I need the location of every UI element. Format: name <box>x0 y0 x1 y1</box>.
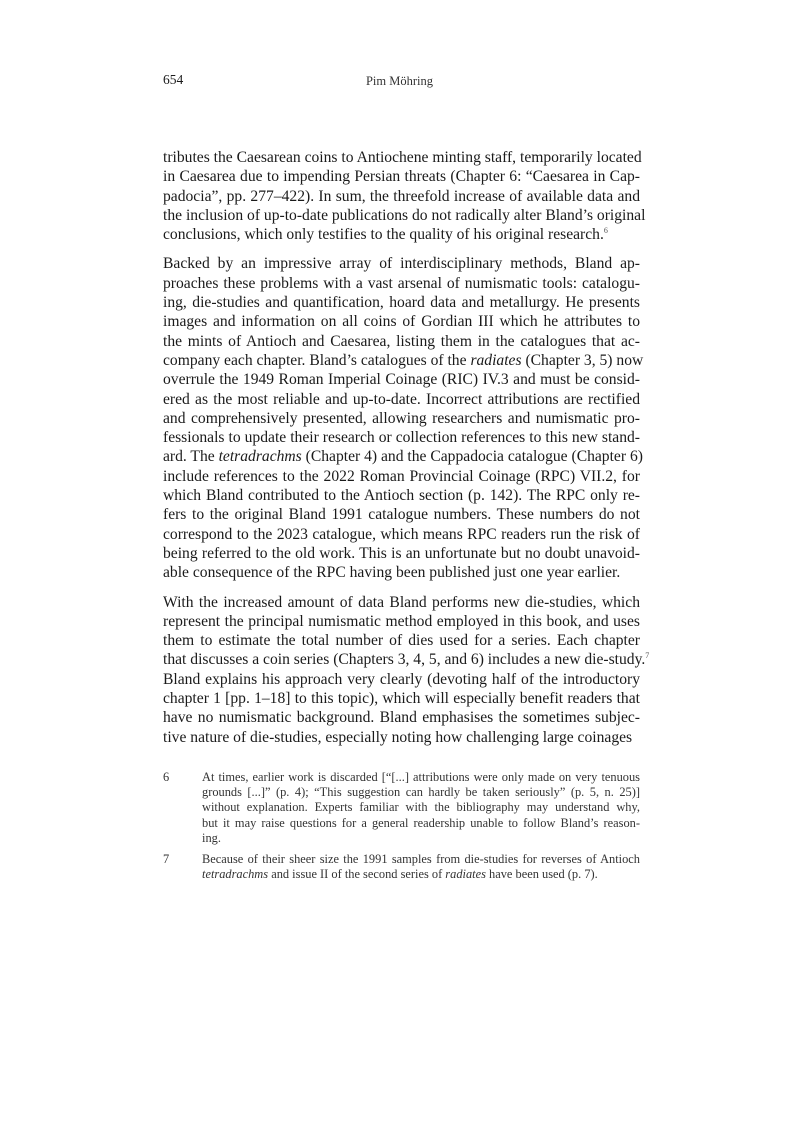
text-line: able consequence of the RPC having been published just one year earlier. <box>163 564 621 582</box>
text-line: represent the principal numismatic method employed in this book, and uses <box>163 612 640 630</box>
text-line: in Caesarea due to impending Persian threats (Chapter 6: “Caesarea in Cap- <box>163 168 640 186</box>
text-line: With the increased amount of data Bland performs new die-studies, which <box>163 593 640 611</box>
text-segment: ard. The <box>163 448 219 466</box>
body-text <box>163 148 650 757</box>
text-line: the inclusion of up-to-date publications do not radically alter Bland’s original <box>163 206 646 224</box>
text-line: fessionals to update their research or collection references to this new stand- <box>163 429 640 447</box>
text-line <box>163 650 650 669</box>
text-line: Because of their sheer size the 1991 samples from die-studies for reverses of Antioch <box>202 852 640 866</box>
text-line <box>163 447 643 466</box>
footnote-7 <box>163 852 640 882</box>
text-line <box>163 225 640 244</box>
text-line: images and information on all coins of Gordian III which he attributes to <box>163 313 640 331</box>
text-line: ered as the most reliable and up-to-date. Incorrect attributions are rectified <box>163 390 640 408</box>
text-line: At times, earlier work is discarded [“[...] attributions were only made on very tenuous <box>202 770 640 784</box>
text-line: have no numismatic background. Bland emphasises the sometimes subjec- <box>163 709 640 727</box>
text-line: padocia”, pp. 277–422). In sum, the threefold increase of available data and <box>163 187 640 205</box>
footnote-reference[interactable]: 6 <box>603 226 608 236</box>
text-line: Backed by an impressive array of interdisciplinary methods, Bland ap- <box>163 255 640 273</box>
text-line: grounds [...]” (p. 4); “This suggestion can hardly be taken seriously” (p. 5, n. 25)] <box>202 785 640 800</box>
text-segment: (Chapter 4) and the Cappadocia catalogue (Chapter 6) <box>301 448 643 466</box>
page-number: 654 <box>163 72 184 87</box>
text-segment: company each chapter. Bland’s catalogues of the <box>163 351 471 369</box>
text-line: tive nature of die-studies, especially noting how challenging large coinages <box>163 728 633 746</box>
footnote-number: 7 <box>163 852 170 866</box>
footnote-6 <box>163 770 640 846</box>
text-segment: conclusions, which only testifies to the quality of his original research. <box>163 226 604 244</box>
text-line: which Bland contributed to the Antioch section (p. 142). The RPC only re- <box>163 487 640 505</box>
text-segment: and issue II of the second series of <box>268 867 446 882</box>
text-line: ing, die-studies and quantification, hoard data and metallurgy. He presents <box>163 294 640 312</box>
italic-term: radiates <box>445 867 486 882</box>
text-line: Bland explains his approach very clearly (devoting half of the introductory <box>163 670 640 688</box>
running-header: Pim Möhring <box>365 74 434 88</box>
text-segment: have been used (p. 7). <box>485 867 598 882</box>
italic-term: radiates <box>470 351 522 369</box>
text-line: but it may raise questions for a general readership unable to follow Bland’s reason- <box>202 815 640 830</box>
paragraph <box>163 254 644 582</box>
text-segment: (Chapter 3, 5) now <box>521 351 644 369</box>
footnote-text <box>202 770 640 846</box>
text-line <box>202 867 640 882</box>
italic-term: tetradrachms <box>202 867 269 882</box>
text-line: without explanation. Experts familiar with the bibliography may understand why, <box>202 800 640 815</box>
footnote-reference[interactable]: 7 <box>645 651 650 661</box>
text-line: fers to the original Bland 1991 catalogue numbers. These numbers do not <box>163 506 640 524</box>
paragraph <box>163 593 650 747</box>
footnote-number: 6 <box>163 770 170 784</box>
text-line: tributes the Caesarean coins to Antiochene minting staff, temporarily located <box>163 149 642 166</box>
italic-term: tetradrachms <box>218 448 302 466</box>
text-line: and comprehensively presented, allowing researchers and numismatic pro- <box>163 409 640 427</box>
text-line: chapter 1 [pp. 1–18] to this topic), which will especially benefit readers that <box>163 690 640 708</box>
text-segment: that discusses a coin series (Chapters 3, 4, 5, and 6) includes a new die-study. <box>163 651 646 669</box>
text-line: include references to the 2022 Roman Provincial Coinage (RPC) VII.2, for <box>163 467 640 485</box>
text-line: ing. <box>202 830 221 845</box>
text-line: them to estimate the total number of dies used for a series. Each chapter <box>163 632 640 650</box>
text-line: correspond to the 2023 catalogue, which means RPC readers run the risk of <box>163 525 640 543</box>
footnote-text <box>202 852 640 882</box>
paragraph <box>163 148 646 244</box>
text-line: overrule the 1949 Roman Imperial Coinage (RIC) IV.3 and must be consid- <box>163 371 640 389</box>
text-line <box>163 351 644 370</box>
text-line: being referred to the old work. This is an unfortunate but no doubt unavoid- <box>163 544 640 562</box>
text-line: the mints of Antioch and Caesarea, listing them in the catalogues that ac- <box>163 332 640 350</box>
text-line: proaches these problems with a vast arsenal of numismatic tools: catalogu- <box>163 274 640 292</box>
